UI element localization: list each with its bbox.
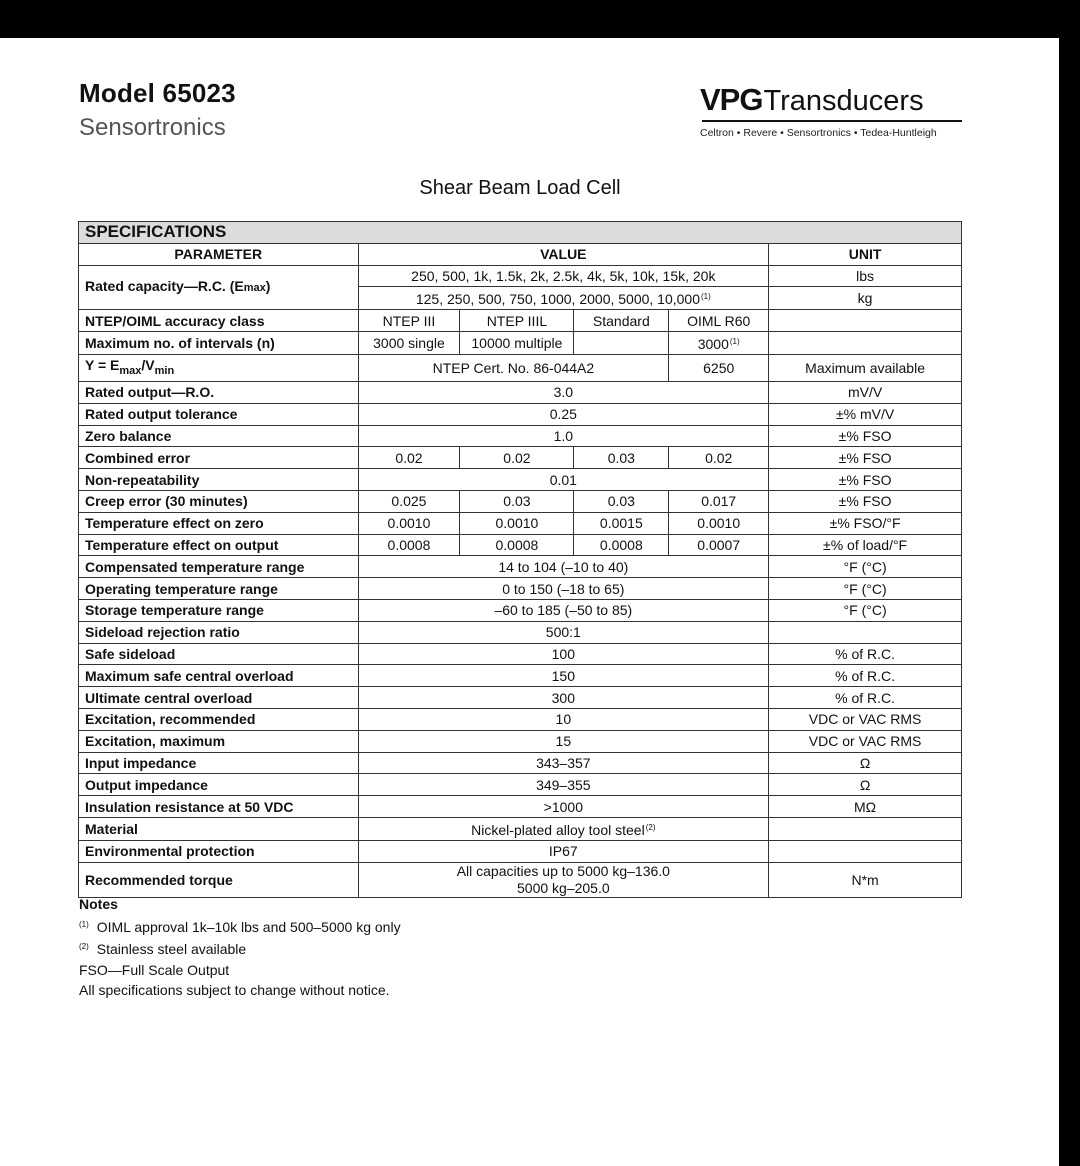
intervals-3 xyxy=(574,332,669,355)
value-ultimate-overload: 300 xyxy=(358,687,769,709)
temp-output-4: 0.0007 xyxy=(669,534,769,556)
value-zero-balance: 1.0 xyxy=(358,425,769,447)
value-recommended-torque: All capacities up to 5000 kg–136.0 5000 kg–205.0 xyxy=(358,862,769,897)
temp-zero-3: 0.0015 xyxy=(574,512,669,534)
vpg-logo xyxy=(700,82,962,139)
brand-name: Sensortronics xyxy=(79,114,226,141)
creep-2: 0.03 xyxy=(460,490,574,512)
param-output-tolerance: Rated output tolerance xyxy=(79,403,359,425)
param-creep-error: Creep error (30 minutes) xyxy=(79,490,359,512)
param-accuracy-class: NTEP/OIML accuracy class xyxy=(79,310,359,332)
table-title: SPECIFICATIONS xyxy=(79,222,962,244)
unit-rated-capacity-lbs: lbs xyxy=(769,265,962,287)
vmin-cert: NTEP Cert. No. 86-044A2 xyxy=(358,355,669,382)
value-insulation-resistance: >1000 xyxy=(358,796,769,818)
unit-input-impedance: Ω xyxy=(769,752,962,774)
param-ultimate-overload: Ultimate central overload xyxy=(79,687,359,709)
logo-brands: Celtron • Revere • Sensortronics • Tedea-Huntleigh xyxy=(700,127,937,139)
param-rated-capacity: Rated capacity—R.C. (Emax) xyxy=(79,265,359,310)
unit-zero-balance: ±% FSO xyxy=(769,425,962,447)
value-excitation-recommended: 10 xyxy=(358,708,769,730)
param-storage-temp: Storage temperature range xyxy=(79,599,359,621)
value-operating-temp: 0 to 150 (–18 to 65) xyxy=(358,578,769,600)
unit-operating-temp: °F (°C) xyxy=(769,578,962,600)
intervals-4: 3000$^{(1)}$ xyxy=(669,332,769,355)
specifications-table xyxy=(78,221,962,898)
unit-insulation-resistance: MΩ xyxy=(769,796,962,818)
value-rated-output: 3.0 xyxy=(358,381,769,403)
value-input-impedance: 343–357 xyxy=(358,752,769,774)
unit-max-safe-overload: % of R.C. xyxy=(769,665,962,687)
param-combined-error: Combined error xyxy=(79,447,359,469)
value-non-repeatability: 0.01 xyxy=(358,469,769,491)
unit-intervals xyxy=(769,332,962,355)
param-recommended-torque: Recommended torque xyxy=(79,862,359,897)
unit-material xyxy=(769,817,962,840)
unit-sideload-rejection xyxy=(769,621,962,643)
param-max-safe-overload: Maximum safe central overload xyxy=(79,665,359,687)
temp-output-2: 0.0008 xyxy=(460,534,574,556)
logo-vpg-text: VPG xyxy=(700,82,763,117)
param-excitation-recommended: Excitation, recommended xyxy=(79,708,359,730)
column-header-unit: UNIT xyxy=(769,243,962,265)
unit-accuracy-class xyxy=(769,310,962,332)
value-output-tolerance: 0.25 xyxy=(358,403,769,425)
param-vmin: $Y = E_{max}/V_{min}$ xyxy=(79,355,359,382)
param-zero-balance: Zero balance xyxy=(79,425,359,447)
value-output-impedance: 349–355 xyxy=(358,774,769,796)
param-environmental-protection: Environmental protection xyxy=(79,840,359,862)
unit-temp-output: ±% of load/°F xyxy=(769,534,962,556)
param-operating-temp: Operating temperature range xyxy=(79,578,359,600)
param-temp-effect-zero: Temperature effect on zero xyxy=(79,512,359,534)
combined-error-3: 0.03 xyxy=(574,447,669,469)
unit-excitation-maximum: VDC or VAC RMS xyxy=(769,730,962,752)
temp-zero-4: 0.0010 xyxy=(669,512,769,534)
unit-rated-capacity-kg: kg xyxy=(769,287,962,310)
unit-temp-zero: ±% FSO/°F xyxy=(769,512,962,534)
unit-ultimate-overload: % of R.C. xyxy=(769,687,962,709)
screen-edge xyxy=(1059,38,1080,1166)
column-header-value: VALUE xyxy=(358,243,769,265)
value-sideload-rejection: 500:1 xyxy=(358,621,769,643)
document-title: Shear Beam Load Cell xyxy=(419,177,621,199)
unit-rated-output: mV/V xyxy=(769,381,962,403)
unit-recommended-torque: N*m xyxy=(769,862,962,897)
creep-4: 0.017 xyxy=(669,490,769,512)
accuracy-class-4: OIML R60 xyxy=(669,310,769,332)
accuracy-class-3: Standard xyxy=(574,310,669,332)
creep-3: 0.03 xyxy=(574,490,669,512)
value-safe-sideload: 100 xyxy=(358,643,769,665)
accuracy-class-1: NTEP III xyxy=(358,310,460,332)
param-max-intervals: Maximum no. of intervals (n) xyxy=(79,332,359,355)
temp-output-3: 0.0008 xyxy=(574,534,669,556)
value-rated-capacity-kg: 125, 250, 500, 750, 1000, 2000, 5000, 10,000$^{(1)}$ xyxy=(358,287,769,310)
unit-vmin: Maximum available xyxy=(769,355,962,382)
accuracy-class-2: NTEP IIIL xyxy=(460,310,574,332)
model-title: Model 65023 xyxy=(79,78,236,108)
intervals-2: 10000 multiple xyxy=(460,332,574,355)
notes-section xyxy=(79,894,401,1001)
param-non-repeatability: Non-repeatability xyxy=(79,469,359,491)
unit-safe-sideload: % of R.C. xyxy=(769,643,962,665)
logo-transducers-text: Transducers xyxy=(763,85,924,117)
temp-zero-1: 0.0010 xyxy=(358,512,460,534)
value-storage-temp: –60 to 185 (–50 to 85) xyxy=(358,599,769,621)
value-material: Nickel-plated alloy tool steel$^{(2)}$ xyxy=(358,817,769,840)
unit-output-impedance: Ω xyxy=(769,774,962,796)
temp-zero-2: 0.0010 xyxy=(460,512,574,534)
param-sideload-rejection: Sideload rejection ratio xyxy=(79,621,359,643)
param-input-impedance: Input impedance xyxy=(79,752,359,774)
column-header-parameter: PARAMETER xyxy=(79,243,359,265)
unit-non-repeatability: ±% FSO xyxy=(769,469,962,491)
param-compensated-temp: Compensated temperature range xyxy=(79,556,359,578)
notes-heading: Notes xyxy=(79,896,118,912)
vmin-value: 6250 xyxy=(669,355,769,382)
param-rated-output: Rated output—R.O. xyxy=(79,381,359,403)
param-output-impedance: Output impedance xyxy=(79,774,359,796)
datasheet-page xyxy=(0,38,1059,1166)
temp-output-1: 0.0008 xyxy=(358,534,460,556)
combined-error-4: 0.02 xyxy=(669,447,769,469)
creep-1: 0.025 xyxy=(358,490,460,512)
unit-compensated-temp: °F (°C) xyxy=(769,556,962,578)
param-temp-effect-output: Temperature effect on output xyxy=(79,534,359,556)
param-excitation-maximum: Excitation, maximum xyxy=(79,730,359,752)
value-max-safe-overload: 150 xyxy=(358,665,769,687)
unit-creep: ±% FSO xyxy=(769,490,962,512)
note-2: $^{(2)}$ Stainless steel available xyxy=(79,941,247,957)
value-excitation-maximum: 15 xyxy=(358,730,769,752)
param-insulation-resistance: Insulation resistance at 50 VDC xyxy=(79,796,359,818)
value-compensated-temp: 14 to 104 (–10 to 40) xyxy=(358,556,769,578)
combined-error-2: 0.02 xyxy=(460,447,574,469)
note-1: $^{(1)}$ OIML approval 1k–10k lbs and 500–5000 kg only xyxy=(79,918,401,935)
note-fso: FSO—Full Scale Output xyxy=(79,961,230,978)
param-material: Material xyxy=(79,817,359,840)
unit-storage-temp: °F (°C) xyxy=(769,599,962,621)
unit-environmental-protection xyxy=(769,840,962,862)
param-safe-sideload: Safe sideload xyxy=(79,643,359,665)
unit-output-tolerance: ±% mV/V xyxy=(769,403,962,425)
combined-error-1: 0.02 xyxy=(358,447,460,469)
value-rated-capacity-lbs: 250, 500, 1k, 1.5k, 2k, 2.5k, 4k, 5k, 10k, 15k, 20k xyxy=(358,265,769,287)
value-environmental-protection: IP67 xyxy=(358,840,769,862)
unit-combined-error: ±% FSO xyxy=(769,447,962,469)
note-disclaimer: All specifications subject to change without notice. xyxy=(79,982,390,998)
unit-excitation-recommended: VDC or VAC RMS xyxy=(769,708,962,730)
intervals-1: 3000 single xyxy=(358,332,460,355)
logo-divider xyxy=(702,120,962,122)
